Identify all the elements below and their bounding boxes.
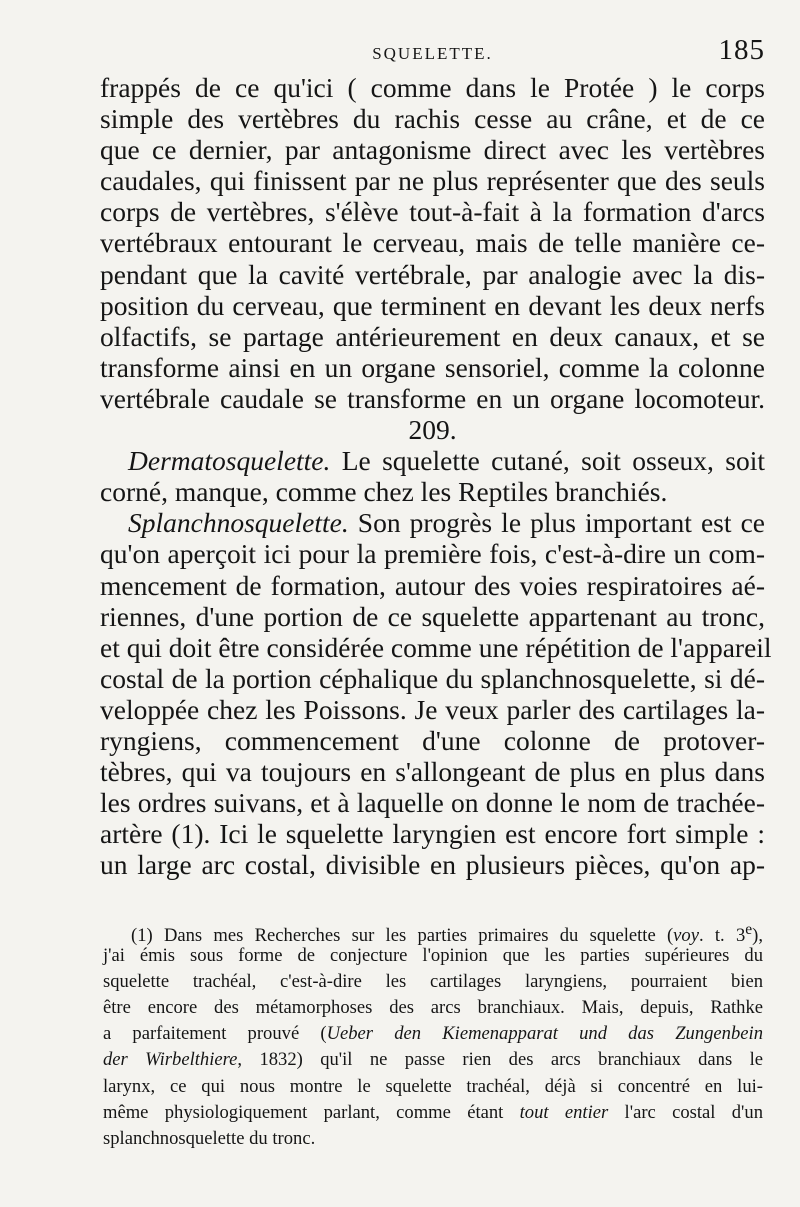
italic-run: der Wirbelthiere — [103, 1049, 238, 1071]
text-run: a parfaitement prouvé ( — [103, 1023, 327, 1045]
text-line: veloppée chez les Poissons. Je veux parler des cartilages la- — [100, 693, 765, 725]
footnote-line — [103, 1021, 763, 1047]
page-header — [100, 34, 765, 74]
text-line: olfactifs, se partage antérieurement en deux canaux, et se — [100, 320, 765, 352]
text-line: les ordres suivans, et à laquelle on donne le nom de trachée- — [100, 787, 765, 819]
text-run: Le squelette cutané, soit osseux, soit — [330, 445, 765, 477]
text-line: que ce dernier, par antagonisme direct avec les vertèbres — [100, 134, 765, 166]
text-line: vertébrale caudale se transforme en un organe locomoteur. — [100, 382, 765, 414]
italic-run: Ueber den Kiemenapparat und das Zungenbein — [326, 1023, 763, 1045]
text-line: artère (1). Ici le squelette laryngien est encore fort simple : — [100, 818, 765, 850]
footnote-line: larynx, ce qui nous montre le squelette trachéal, déjà si concentré en lui- — [103, 1075, 763, 1097]
text-line: corné, manque, comme chez les Reptiles branchiés. — [100, 476, 668, 508]
footnote-line: squelette trachéal, c'est-à-dire les cartilages laryngiens, pourraient bien — [103, 971, 763, 993]
italic-term: Splanchnosquelette. — [128, 507, 349, 539]
text-line: caudales, qui finissent par ne plus représenter que des seuls — [100, 165, 765, 197]
footnote-line — [103, 1047, 763, 1073]
running-head: SQUELETTE. — [372, 44, 493, 63]
text-line: mencement de formation, autour des voies respiratoires aé- — [100, 569, 765, 601]
italic-run: tout entier — [519, 1101, 609, 1123]
text-run: . t. 3 — [698, 925, 746, 947]
text-run: l'arc costal d'un — [608, 1101, 763, 1123]
text-line: pendant que la cavité vertébrale, par analogie avec la dis- — [100, 258, 765, 290]
paragraph-dermatosquelette-line — [100, 445, 765, 476]
paragraph-splanchnosquelette-line — [100, 507, 765, 538]
text-line: vertébraux entourant le cerveau, mais de telle manière ce- — [100, 227, 765, 259]
footnote-line — [103, 917, 763, 947]
italic-run: voy — [673, 925, 699, 947]
text-line: corps de vertèbres, s'élève tout-à-fait à la formation d'arcs — [100, 196, 765, 228]
text-line: frappés de ce qu'ici ( comme dans le Protée ) le corps — [100, 72, 765, 103]
text-line: simple des vertèbres du rachis cesse au crâne, et de ce — [100, 103, 765, 135]
text-line: tèbres, qui va toujours en s'allongeant de plus en plus dans — [100, 756, 765, 788]
footnote-line: être encore des métamorphoses des arcs branchiaux. Mais, depuis, Rathke — [103, 997, 763, 1019]
text-run: Son progrès le plus important est ce — [348, 507, 765, 539]
footnote-line: splanchnosquelette du tronc. — [103, 1127, 316, 1149]
text-line: un large arc costal, divisible en plusieurs pièces, qu'on ap- — [100, 849, 765, 881]
text-run: ), — [752, 925, 763, 947]
text-line: transforme ainsi en un organe sensoriel, comme la colonne — [100, 351, 765, 383]
text-line: qu'on aperçoit ici pour la première fois, c'est-à-dire un com- — [100, 538, 765, 570]
text-line: costal de la portion céphalique du splanchnosquelette, si dé- — [100, 662, 765, 694]
text-line: riennes, d'une portion de ce squelette appartenant au tronc, — [100, 600, 765, 632]
text-line: position du cerveau, que terminent en devant les deux nerfs — [100, 289, 765, 321]
page-number: 185 — [718, 34, 765, 66]
superscript: e — [745, 921, 753, 938]
text-run: même physiologiquement parlant, comme étant — [103, 1101, 520, 1123]
text-run: (1) Dans mes Recherches sur les parties primaires du squelette ( — [131, 925, 674, 947]
text-line: et qui doit être considérée comme une répétition de l'appareil — [100, 631, 772, 663]
main-text — [100, 72, 772, 881]
text-line: ryngiens, commencement d'une colonne de protover- — [100, 724, 765, 756]
footnote-line — [103, 1100, 763, 1126]
footnote — [103, 917, 763, 1152]
section-number: 209. — [408, 414, 457, 446]
italic-term: Dermatosquelette. — [128, 445, 331, 477]
footnote-line: j'ai émis sous forme de conjecture l'opinion que les parties supérieures du — [103, 945, 763, 967]
text-run: , 1832) qu'il ne passe rien des arcs branchiaux dans le — [237, 1049, 763, 1071]
